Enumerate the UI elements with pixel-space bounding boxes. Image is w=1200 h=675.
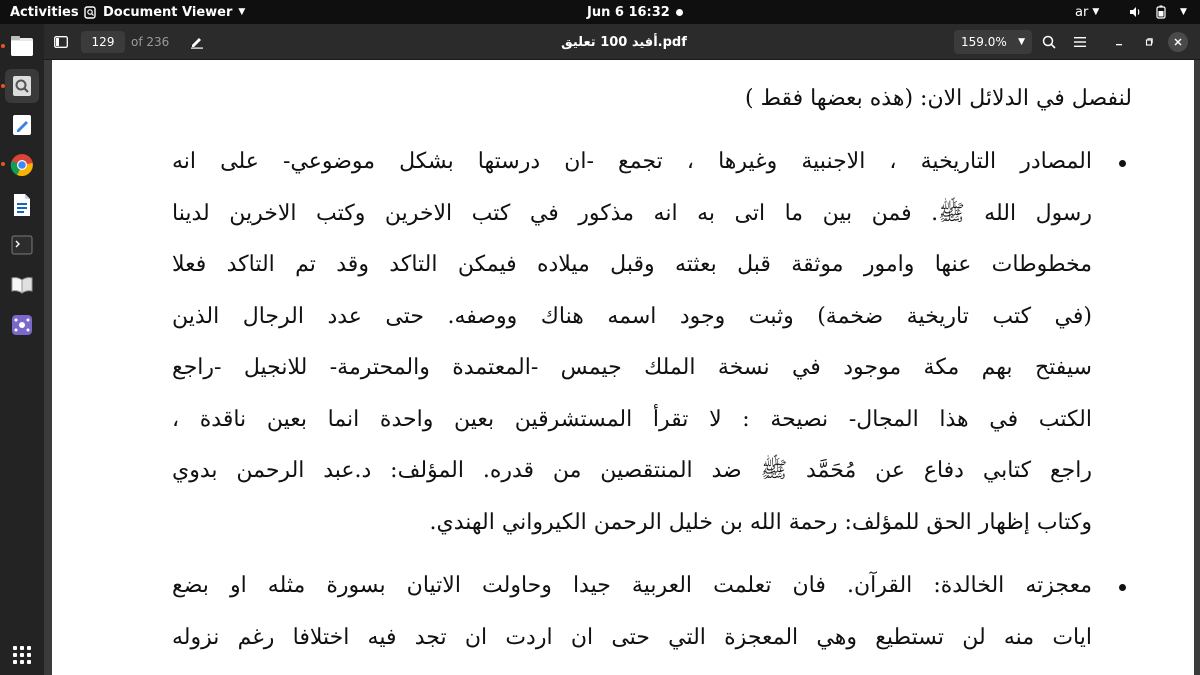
document-view[interactable] — [44, 60, 1200, 675]
bullet-dot — [1119, 584, 1126, 591]
text-line: رسول الله ﷺ. فمن بين ما اتى به انه مذكور في كتب الاخرين وكتب الاخرين لدينا — [172, 200, 1092, 226]
files-icon — [10, 35, 34, 57]
caret-down-icon: ▼ — [238, 7, 246, 17]
dock-chrome[interactable] — [5, 148, 39, 182]
document-title: أفيد 100 تعليق.pdf — [561, 34, 687, 50]
dock-writer[interactable] — [5, 188, 39, 222]
text-line: مخطوطات عنها وامور موثقة قبل بعثته وقبل ميلاده فيمكن التاكد وقد تم التاكد فعلا — [172, 252, 1092, 277]
text-line: ايات منه لن تستطيع وهي المعجزة التي حتى ان اردت ان تجد فيه اختلافا رغم نزوله — [172, 624, 1092, 650]
caret-down-icon: ▼ — [1180, 7, 1187, 17]
text-line: راجع كتابي دفاع عن مُحَمَّد ﷺ ضد المنتقصين من قدره. المؤلف: د.عبد الرحمن بدوي — [172, 458, 1093, 483]
zoom-value: 159.0% — [961, 35, 1007, 49]
clock[interactable] — [587, 0, 683, 24]
app-icon — [11, 314, 33, 336]
top-bar — [0, 0, 1200, 24]
dock-book-reader[interactable] — [5, 268, 39, 302]
app-menu[interactable] — [84, 0, 245, 24]
text-line: المصادر التاريخية ، الاجنبية وغيرها ، تجمع -ان درستها بشكل موضوعي- على انه — [172, 149, 1092, 174]
dock-files[interactable] — [5, 29, 39, 63]
zoom-select[interactable] — [954, 30, 1032, 54]
maximize-button[interactable] — [1144, 24, 1154, 60]
book-reader-icon — [10, 275, 34, 295]
minimize-icon — [1114, 37, 1124, 47]
main-menu-button[interactable] — [1074, 24, 1086, 60]
text-line: الكتب في هذا المجال- نصيحة : لا تقرأ المستشرقين بعين واحدة انما بعين ناقدة ، — [172, 406, 1092, 432]
keyboard-layout-label: ar — [1075, 4, 1089, 20]
caret-down-icon: ▼ — [1018, 37, 1025, 47]
page-content — [172, 74, 1132, 663]
close-button[interactable] — [1168, 32, 1188, 52]
text-line: (في كتب تاريخية ضخمة) وثبت وجود اسمه هناك ووصفه. حتى عدد الرجال الذين — [172, 303, 1092, 329]
keyboard-layout-indicator[interactable] — [1075, 0, 1099, 24]
search-icon — [1042, 35, 1056, 49]
clock-label: Jun 6 16:32 — [587, 4, 670, 20]
annotate-button[interactable] — [190, 24, 204, 60]
bullet-item — [172, 136, 1132, 548]
section-heading: لنفصل في الدلائل الان: (هذه بعضها فقط ) — [745, 86, 1132, 111]
pencil-icon — [190, 35, 204, 49]
dock-text-editor[interactable] — [5, 108, 39, 142]
text-line: وكتاب إظهار الحق للمؤلف: رحمة الله بن خليل الرحمن الكيرواني الهندي. — [429, 509, 1092, 535]
page-total-label: of 236 — [131, 35, 170, 49]
dock-app[interactable] — [5, 308, 39, 342]
dock — [0, 24, 44, 675]
minimize-button[interactable] — [1114, 24, 1124, 60]
show-applications-icon[interactable] — [13, 646, 31, 664]
dock-document-viewer[interactable] — [5, 69, 39, 103]
text-editor-icon — [11, 114, 33, 136]
hamburger-icon — [1074, 37, 1086, 47]
sidebar-icon — [54, 36, 68, 48]
battery-icon — [1156, 5, 1166, 19]
search-button[interactable] — [1042, 24, 1056, 60]
close-icon — [1173, 37, 1183, 47]
text-line: معجزته الخالدة: القرآن. فان تعلمت العربية جيدا وحاولت الاتيان بسورة مثله او بضع — [172, 573, 1092, 598]
sidebar-toggle-button[interactable] — [54, 24, 68, 60]
writer-icon — [11, 193, 33, 217]
header-bar — [44, 24, 1200, 60]
chrome-icon — [10, 153, 34, 177]
app-menu-label: Document Viewer — [103, 4, 233, 20]
system-menu[interactable] — [1128, 0, 1187, 24]
caret-down-icon: ▼ — [1092, 7, 1100, 17]
volume-icon — [1128, 5, 1142, 19]
activities-button[interactable]: Activities — [10, 4, 79, 20]
text-line: سيفتح بهم مكة موجود في نسخة الملك جيمس -المعتمدة والمحترمة- للانجيل -راجع — [172, 355, 1092, 380]
dock-terminal[interactable] — [5, 228, 39, 262]
page-number-input[interactable]: 129 — [81, 31, 125, 53]
bullet-dot — [1119, 160, 1126, 167]
bullet-item — [172, 560, 1132, 663]
document-viewer-small-icon — [84, 6, 97, 19]
restore-icon — [1144, 37, 1154, 47]
pdf-page — [52, 60, 1194, 675]
document-viewer-icon — [11, 75, 33, 97]
terminal-icon — [11, 235, 33, 255]
notification-dot-icon — [676, 9, 683, 16]
